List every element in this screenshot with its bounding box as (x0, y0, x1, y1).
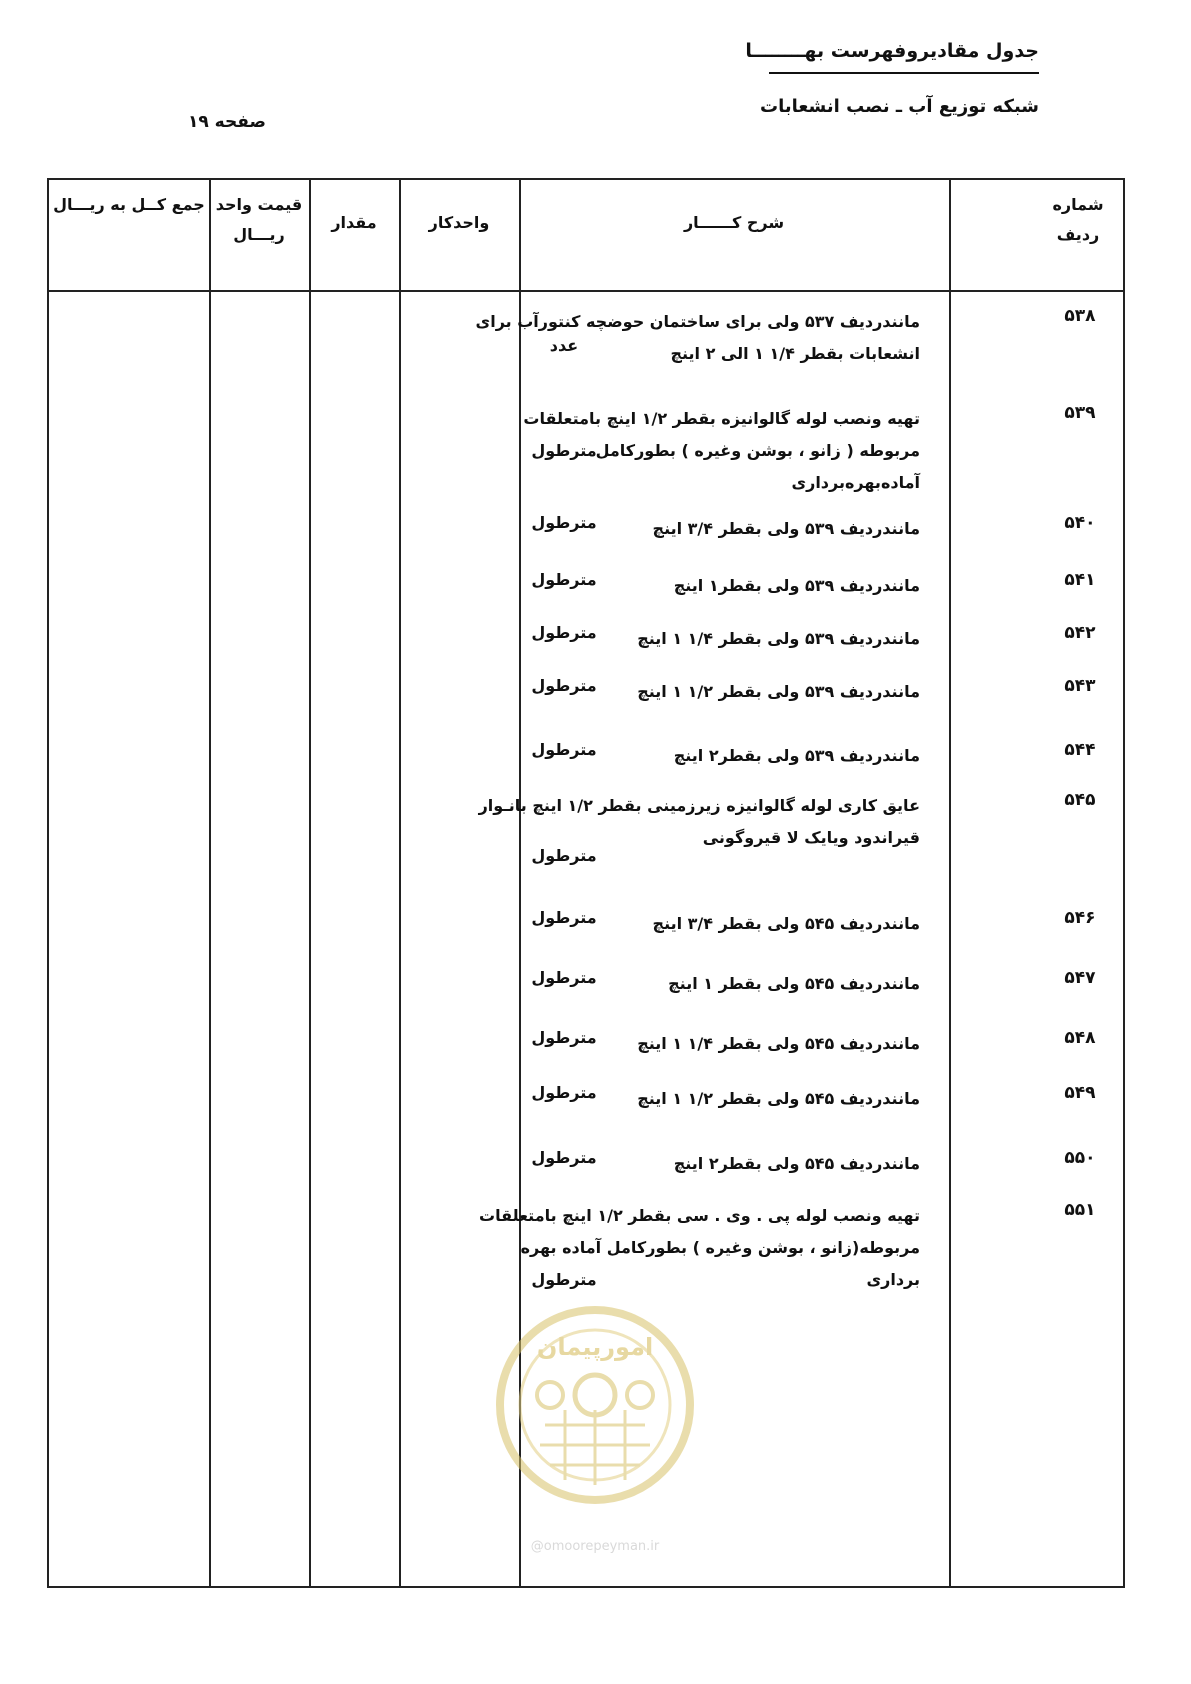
row-number: ۵۴۸ (1064, 1028, 1096, 1048)
company-seal-watermark (490, 1300, 700, 1560)
row-number: ۵۵۰ (1064, 1148, 1096, 1168)
row-number: ۵۳۸ (1064, 306, 1096, 326)
row-unit: مترطول (531, 513, 597, 532)
row-number: ۵۴۴ (1064, 740, 1096, 760)
row-unit: مترطول (531, 1028, 597, 1047)
row-number: ۵۴۱ (1064, 570, 1096, 590)
header-description: شرح کــــــار (683, 213, 785, 232)
row-unit: مترطول (531, 676, 597, 695)
row-description: مانندردیف ۵۴۵ ولی بقطر ۳/۴ اینچ (652, 914, 920, 933)
row-number: ۵۵۱ (1064, 1200, 1096, 1220)
row-unit: مترطول (531, 623, 597, 642)
row-unit: مترطول (531, 1083, 597, 1102)
row-unit: عدد (549, 336, 579, 355)
header-total: جمع کــل به ریـــال (53, 195, 205, 214)
seal-site-text: @omoorepeyman.ir (530, 1539, 660, 1554)
row-description: مانندردیف ۵۴۵ ولی بقطر ۱/۲ ۱ اینچ (637, 1089, 920, 1108)
row-number: ۵۴۶ (1064, 908, 1096, 928)
row-description: مانندردیف ۵۴۵ ولی بقطر ۱ اینچ (668, 974, 920, 993)
row-description: مانندردیف ۵۳۹ ولی بقطر۲ اینچ (673, 746, 920, 765)
row-unit: مترطول (531, 846, 597, 865)
seal-logo-text: امورپیمان (536, 1333, 654, 1361)
row-description: مانندردیف ۵۴۵ ولی بقطر ۱/۴ ۱ اینچ (637, 1034, 920, 1053)
row-number: ۵۴۰ (1064, 513, 1096, 533)
header-unit-price: قیمت واحد ریـــال (215, 195, 303, 244)
row-unit: مترطول (531, 968, 597, 987)
row-description: مانندردیف ۵۳۹ ولی بقطر ۱/۲ ۱ اینچ (637, 682, 920, 701)
document-subtitle: شبکه توزیع آب ـ نصب انشعابات (760, 96, 1039, 117)
row-description: تهیه ونصب لوله پی . وی . سی بقطر ۱/۲ اینچ بامتعلقات مربوطه(زانو ، بوشن وغیره ) بطورکامل آماده بهره برداری (479, 1206, 920, 1289)
row-unit: مترطول (531, 570, 597, 589)
row-unit: مترطول (531, 1148, 597, 1167)
row-number: ۵۳۹ (1064, 403, 1096, 423)
row-description: مانندردیف ۵۳۷ ولی برای ساختمان حوضچه کنتورآب برای انشعابات بقطر ۱/۴ ۱ الی ۲ اینچ (475, 312, 920, 363)
row-unit: مترطول (531, 1270, 597, 1289)
header-unit: واحدکار (428, 213, 490, 232)
row-unit: مترطول (531, 441, 597, 460)
row-description: مانندردیف ۵۳۹ ولی بقطر ۳/۴ اینچ (652, 519, 920, 538)
page-number: صفحه ۱۹ (188, 112, 266, 132)
row-description: مانندردیف ۵۴۵ ولی بقطر۲ اینچ (673, 1154, 920, 1173)
row-number: ۵۴۲ (1064, 623, 1096, 643)
row-description: مانندردیف ۵۳۹ ولی بقطر ۱/۴ ۱ اینچ (637, 629, 920, 648)
row-description: مانندردیف ۵۳۹ ولی بقطر۱ اینچ (673, 576, 920, 595)
row-number: ۵۴۵ (1064, 790, 1096, 810)
row-unit: مترطول (531, 740, 597, 759)
row-number: ۵۴۹ (1064, 1083, 1096, 1103)
header-quantity: مقدار (331, 213, 377, 232)
row-unit: مترطول (531, 908, 597, 927)
row-description: عایق کاری لوله گالوانیزه زیرزمینی بقطر ۱/۲ اینچ بانـوار قیراندود ویایک لا قیروگونی (478, 796, 920, 847)
title-underline (769, 72, 1039, 74)
document-title: جدول مقادیروفهرست بهــــــــا (745, 40, 1039, 62)
header-row-number: شماره ردیف (1052, 195, 1104, 244)
row-number: ۵۴۷ (1064, 968, 1096, 988)
row-number: ۵۴۳ (1064, 676, 1096, 696)
row-description: تهیه ونصب لوله گالوانیزه بقطر ۱/۲ اینچ بامتعلقات مربوطه ( زانو ، بوشن وغیره ) بطورکامل آماده‌بهره‌برداری (523, 409, 920, 492)
